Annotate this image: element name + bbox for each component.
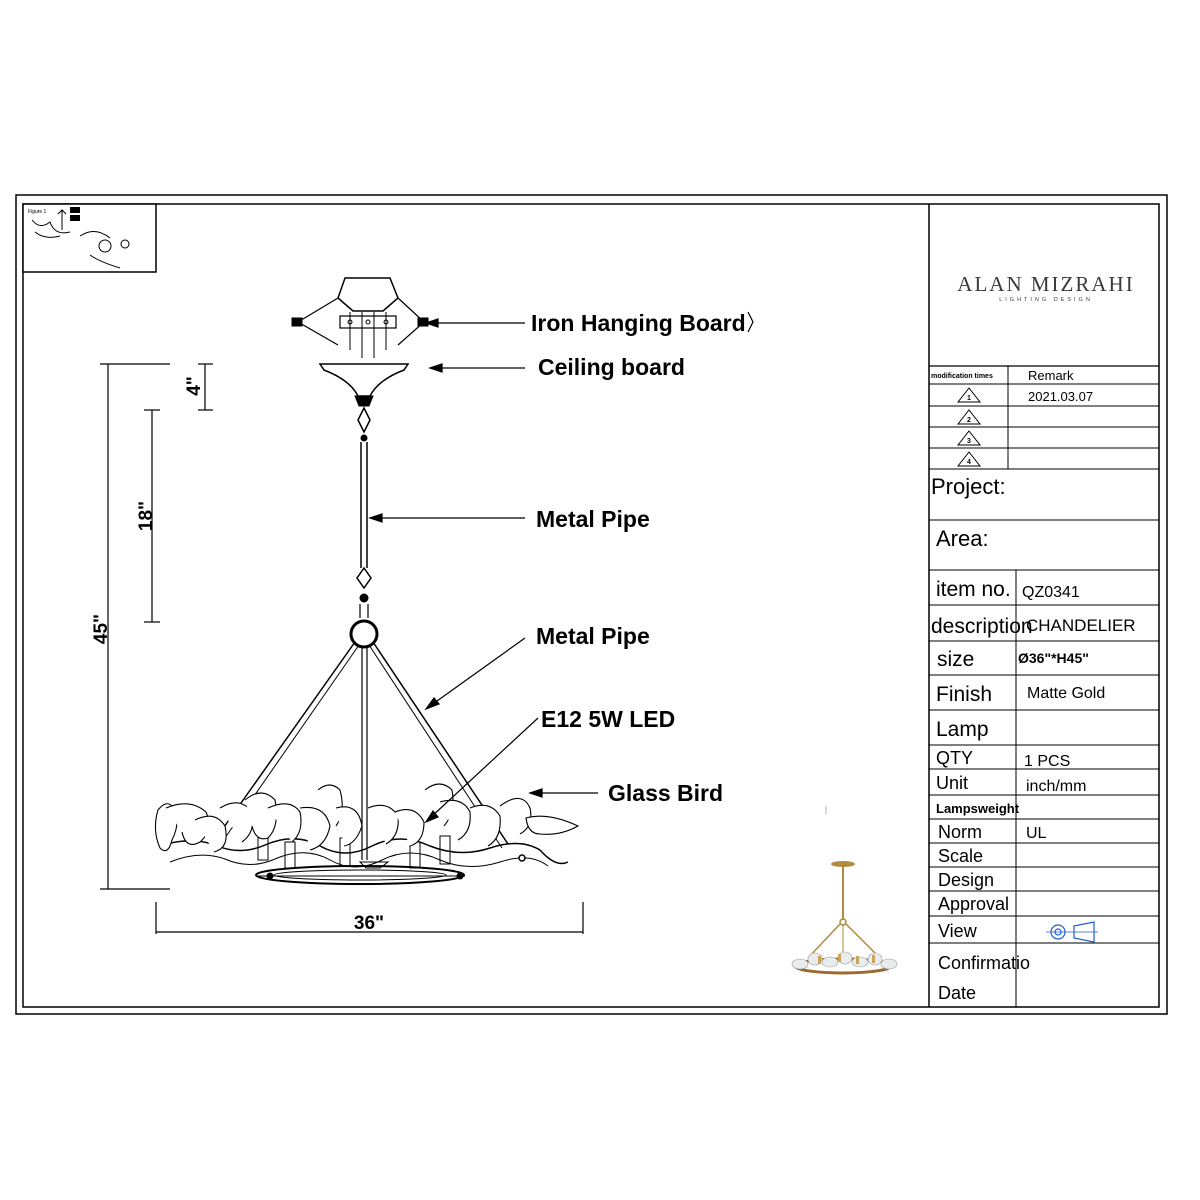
- approval-label: Approval: [938, 894, 1010, 914]
- view-projection-icon: [1046, 922, 1098, 942]
- revision-header-right: Remark: [1028, 368, 1074, 383]
- dim-total-height: 45": [91, 613, 112, 645]
- ceiling-board: [320, 364, 408, 406]
- inset-figure-label: Figure 1: [28, 209, 47, 215]
- view-label: View: [938, 921, 977, 941]
- unit-value: inch/mm: [1026, 778, 1087, 795]
- info-table: [929, 474, 1159, 1007]
- size-value: Ø36"*H45": [1018, 650, 1089, 666]
- callout-metal-pipe: Metal Pipe: [536, 506, 650, 532]
- revision-num: 4: [967, 459, 971, 466]
- description-value: CHANDELIER: [1026, 616, 1136, 635]
- revision-table: [929, 366, 1159, 469]
- description-label: description: [931, 615, 1033, 638]
- scale-label: Scale: [938, 846, 984, 866]
- revision-header-left: modification times: [931, 373, 993, 380]
- brand-name: ALAN MIZRAHI: [957, 272, 1135, 296]
- revision-num: 2: [967, 417, 971, 424]
- area-label: Area:: [936, 526, 989, 551]
- qty-value: 1 PCS: [1024, 753, 1071, 770]
- unit-label: Unit: [936, 773, 969, 793]
- callout-ceiling-board: Ceiling board: [538, 354, 685, 380]
- lamp-label: Lamp: [936, 718, 989, 741]
- confirm-label: Confirmatio: [938, 953, 1031, 973]
- callout-glass-bird: Glass Bird: [608, 780, 724, 806]
- finish-value: Matte Gold: [1027, 685, 1106, 702]
- revision-remark: 2021.03.07: [1028, 389, 1094, 404]
- dim-canopy-height: 4": [184, 376, 205, 396]
- qty-label: QTY: [936, 748, 974, 768]
- revision-num: 3: [967, 438, 971, 445]
- norm-value: UL: [1026, 825, 1047, 842]
- callout-metal-pipe-arms: Metal Pipe: [536, 623, 650, 649]
- size-label: size: [937, 648, 975, 671]
- norm-label: Norm: [938, 822, 982, 842]
- weight-label: Lampsweight: [936, 801, 1020, 816]
- chandelier-drawing: [155, 278, 578, 884]
- dim-pipe-length: 18": [136, 500, 157, 532]
- dim-diameter: 36": [353, 913, 385, 934]
- finish-label: Finish: [936, 683, 993, 706]
- item-label: item no.: [936, 578, 1011, 601]
- installation-inset: [23, 204, 156, 272]
- date-label: Date: [938, 983, 977, 1003]
- brand-tagline: LIGHTING DESIGN: [999, 297, 1093, 303]
- project-label: Project:: [931, 474, 1006, 499]
- product-thumbnail: [792, 806, 897, 973]
- callout-led: E12 5W LED: [541, 706, 676, 732]
- design-label: Design: [938, 870, 995, 890]
- callout-iron-hanging-board: Iron Hanging Board: [531, 310, 746, 336]
- item-value: QZ0341: [1022, 584, 1080, 601]
- revision-num: 1: [967, 395, 971, 402]
- iron-hanging-board: [292, 278, 428, 358]
- callout-leaders: [370, 312, 753, 822]
